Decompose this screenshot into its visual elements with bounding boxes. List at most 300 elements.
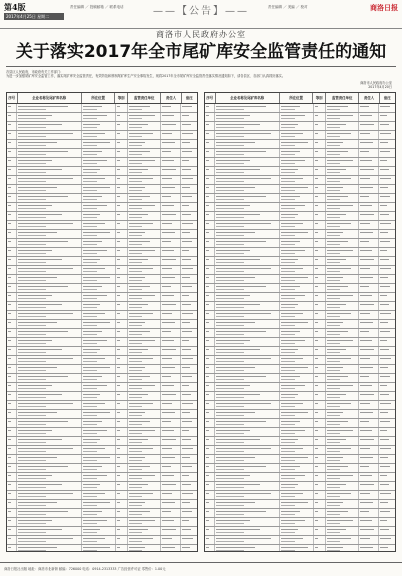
table-cell [314, 428, 326, 436]
text-placeholder [117, 349, 120, 350]
table-cell [379, 239, 395, 247]
table-cell [116, 104, 128, 112]
table-cell [326, 167, 360, 175]
table-cell [379, 374, 395, 382]
table-cell [280, 365, 314, 373]
text-placeholder [281, 397, 295, 398]
text-placeholder [83, 295, 107, 296]
table-cell [17, 257, 82, 265]
text-placeholder [162, 286, 171, 287]
text-placeholder [327, 370, 341, 371]
text-placeholder [129, 406, 143, 407]
table-cell [205, 230, 215, 238]
table-cell [82, 392, 116, 400]
table-cell [161, 482, 181, 490]
text-placeholder [216, 199, 244, 200]
text-placeholder [129, 412, 146, 413]
table-cell [7, 158, 17, 166]
table-row [7, 536, 197, 545]
table-row [7, 104, 197, 113]
text-placeholder [129, 547, 146, 548]
text-placeholder [327, 250, 354, 251]
text-placeholder [206, 115, 209, 116]
text-placeholder [18, 262, 46, 263]
table-cell [116, 545, 128, 552]
table-row [7, 518, 197, 527]
text-placeholder [129, 466, 151, 467]
table-cell [205, 392, 215, 400]
text-placeholder [206, 421, 209, 422]
text-placeholder [83, 493, 105, 494]
text-placeholder [83, 259, 100, 260]
text-placeholder [206, 214, 209, 215]
text-placeholder [216, 343, 244, 344]
text-placeholder [360, 412, 373, 413]
table-cell [181, 437, 197, 445]
divider [6, 66, 396, 67]
table-cell [181, 221, 197, 229]
text-placeholder [83, 172, 97, 173]
text-placeholder [83, 370, 97, 371]
text-placeholder [8, 286, 11, 287]
text-placeholder [327, 439, 346, 440]
table-cell [280, 500, 314, 508]
text-placeholder [162, 115, 173, 116]
text-placeholder [18, 352, 46, 353]
table-cell [205, 122, 215, 130]
table-cell [314, 239, 326, 247]
table-cell [326, 122, 360, 130]
table-cell [326, 320, 360, 328]
text-placeholder [327, 484, 346, 485]
text-placeholder [129, 289, 143, 290]
table-cell [314, 149, 326, 157]
text-placeholder [83, 106, 102, 107]
text-placeholder [281, 547, 308, 548]
text-placeholder [83, 475, 107, 476]
text-placeholder [281, 484, 298, 485]
text-placeholder [129, 397, 143, 398]
text-placeholder [380, 313, 391, 314]
table-cell [280, 320, 314, 328]
text-placeholder [360, 376, 369, 377]
table-cell [161, 491, 181, 499]
table-cell [7, 338, 17, 346]
text-placeholder [129, 514, 143, 515]
table-row [205, 311, 395, 320]
text-placeholder [327, 442, 341, 443]
text-placeholder [117, 304, 120, 305]
table-cell [181, 536, 197, 544]
table-cell [116, 383, 128, 391]
table-cell [205, 455, 215, 463]
text-placeholder [380, 466, 390, 467]
table-cell [116, 293, 128, 301]
text-placeholder [206, 394, 209, 395]
text-placeholder [8, 205, 11, 206]
table-header [205, 93, 395, 104]
text-placeholder [281, 133, 303, 134]
text-placeholder [18, 529, 62, 530]
text-placeholder [117, 160, 120, 161]
table-row [205, 455, 395, 464]
table-cell [82, 311, 116, 319]
text-placeholder [83, 457, 110, 458]
table-row [205, 293, 395, 302]
text-placeholder [18, 538, 73, 539]
text-placeholder [281, 115, 305, 116]
text-placeholder [281, 214, 298, 215]
text-placeholder [206, 358, 209, 359]
table-row [7, 401, 197, 410]
body-line: 为进一步加强尾矿库安全监管工作，落实尾矿库安全监管责任，有效防范和遏制尾矿库生产安全事故发生，现将2017年全市尾矿库安全监管责任落实情况通知如下，请各县区、各部门认真抓好落实。 [6, 74, 286, 79]
table-cell [205, 329, 215, 337]
table-row [7, 212, 197, 221]
table-cell [82, 410, 116, 418]
table-row [7, 464, 197, 473]
text-placeholder [8, 547, 11, 548]
text-placeholder [162, 376, 171, 377]
text-placeholder [281, 226, 295, 227]
text-placeholder [281, 352, 295, 353]
text-placeholder [380, 511, 390, 512]
text-placeholder [117, 124, 120, 125]
text-placeholder [83, 208, 97, 209]
table-cell [116, 491, 128, 499]
text-placeholder [18, 496, 46, 497]
text-placeholder [216, 190, 244, 191]
table-row [205, 428, 395, 437]
text-placeholder [281, 451, 295, 452]
text-placeholder [83, 286, 102, 287]
col-header: 企业名称及尾矿库名称 [18, 93, 82, 103]
table-cell [181, 212, 197, 220]
text-placeholder [129, 529, 148, 530]
table-row [205, 122, 395, 131]
table-cell [181, 284, 197, 292]
text-placeholder [18, 106, 68, 107]
table-cell [215, 536, 280, 544]
table-cell [326, 500, 360, 508]
table-cell [205, 275, 215, 283]
text-placeholder [206, 502, 209, 503]
text-placeholder [216, 460, 244, 461]
text-placeholder [182, 466, 192, 467]
table-cell [7, 167, 17, 175]
table-cell [379, 320, 395, 328]
text-placeholder [281, 151, 300, 152]
table-cell [205, 104, 215, 112]
table-cell [205, 239, 215, 247]
text-placeholder [380, 475, 387, 476]
text-placeholder [216, 340, 250, 341]
text-placeholder [206, 205, 209, 206]
text-placeholder [281, 379, 295, 380]
table-cell [379, 149, 395, 157]
text-placeholder [216, 349, 260, 350]
table-cell [82, 203, 116, 211]
text-placeholder [281, 403, 303, 404]
text-placeholder [117, 520, 120, 521]
text-placeholder [162, 367, 175, 368]
table-cell [82, 293, 116, 301]
text-placeholder [83, 439, 100, 440]
text-placeholder [380, 205, 387, 206]
table-cell [359, 455, 379, 463]
table-cell [314, 419, 326, 427]
table-cell [7, 464, 17, 472]
table-cell [359, 338, 379, 346]
text-placeholder [281, 142, 308, 143]
text-placeholder [129, 259, 148, 260]
text-placeholder [281, 187, 308, 188]
table-cell [205, 374, 215, 382]
text-placeholder [162, 448, 172, 449]
text-placeholder [315, 358, 318, 359]
table-cell [326, 194, 360, 202]
text-placeholder [216, 118, 244, 119]
text-placeholder [117, 142, 120, 143]
table-cell [116, 131, 128, 139]
text-placeholder [8, 367, 11, 368]
table-cell [181, 356, 197, 364]
text-placeholder [8, 466, 11, 467]
table-cell [314, 392, 326, 400]
table-cell [326, 203, 360, 211]
table-cell [359, 185, 379, 193]
text-placeholder [117, 196, 120, 197]
text-placeholder [83, 529, 100, 530]
table-cell [314, 131, 326, 139]
text-placeholder [83, 142, 110, 143]
text-placeholder [182, 133, 193, 134]
text-placeholder [129, 511, 151, 512]
signature-date: 2017年4月20日 [368, 85, 392, 90]
table-cell [326, 275, 360, 283]
text-placeholder [18, 349, 62, 350]
col-header: 责任人 [161, 93, 181, 103]
text-placeholder [380, 367, 388, 368]
table-cell [379, 365, 395, 373]
table-cell [215, 185, 280, 193]
text-placeholder [83, 550, 97, 551]
text-placeholder [182, 493, 193, 494]
text-placeholder [206, 538, 209, 539]
table-cell [181, 194, 197, 202]
text-placeholder [83, 271, 97, 272]
text-placeholder [18, 151, 68, 152]
table-cell [359, 401, 379, 409]
table-cell [326, 302, 360, 310]
table-cell [326, 284, 360, 292]
table-cell [7, 275, 17, 283]
col-header: 所在位置 [280, 93, 314, 103]
table-cell [379, 392, 395, 400]
text-placeholder [83, 487, 97, 488]
table-cell [116, 230, 128, 238]
text-placeholder [281, 109, 295, 110]
text-placeholder [129, 313, 153, 314]
text-placeholder [360, 286, 369, 287]
text-placeholder [182, 475, 189, 476]
table-cell [82, 365, 116, 373]
table-cell [215, 473, 280, 481]
text-placeholder [18, 160, 52, 161]
table-cell [359, 212, 379, 220]
text-placeholder [281, 385, 305, 386]
text-placeholder [206, 178, 209, 179]
text-placeholder [162, 529, 176, 530]
text-placeholder [18, 232, 57, 233]
text-placeholder [8, 187, 11, 188]
table-cell [128, 383, 162, 391]
text-placeholder [327, 367, 344, 368]
text-placeholder [216, 313, 271, 314]
text-placeholder [206, 160, 209, 161]
text-placeholder [182, 520, 189, 521]
table-cell [326, 338, 360, 346]
text-placeholder [129, 442, 143, 443]
text-placeholder [8, 160, 11, 161]
text-placeholder [83, 538, 105, 539]
table-cell [326, 329, 360, 337]
table-cell [280, 347, 314, 355]
table-cell [128, 365, 162, 373]
table-cell [379, 500, 395, 508]
text-placeholder [216, 523, 244, 524]
text-placeholder [327, 253, 341, 254]
text-placeholder [206, 286, 209, 287]
table-cell [181, 383, 197, 391]
text-placeholder [206, 151, 209, 152]
text-placeholder [216, 133, 271, 134]
table-cell [181, 185, 197, 193]
table-cell [7, 428, 17, 436]
table-cell [314, 383, 326, 391]
text-placeholder [129, 460, 143, 461]
table-cell [82, 383, 116, 391]
text-placeholder [281, 196, 300, 197]
text-placeholder [83, 361, 97, 362]
text-placeholder [281, 439, 298, 440]
text-placeholder [216, 514, 244, 515]
table-cell [7, 536, 17, 544]
table-cell [181, 401, 197, 409]
text-placeholder [18, 268, 73, 269]
table-cell [215, 410, 280, 418]
text-placeholder [360, 223, 370, 224]
table-cell [128, 446, 162, 454]
table-cell [215, 266, 280, 274]
text-placeholder [129, 241, 151, 242]
text-placeholder [162, 457, 175, 458]
text-placeholder [182, 115, 189, 116]
text-placeholder [281, 505, 295, 506]
text-placeholder [216, 469, 244, 470]
text-placeholder [315, 448, 318, 449]
table-cell [116, 329, 128, 337]
table-cell [161, 338, 181, 346]
text-placeholder [327, 169, 346, 170]
text-placeholder [83, 448, 105, 449]
text-placeholder [129, 523, 143, 524]
text-placeholder [216, 520, 250, 521]
text-placeholder [216, 334, 244, 335]
text-placeholder [162, 187, 175, 188]
table-cell [215, 428, 280, 436]
text-placeholder [380, 106, 390, 107]
text-placeholder [216, 163, 244, 164]
table-cell [379, 464, 395, 472]
table-cell [326, 536, 360, 544]
text-placeholder [380, 520, 387, 521]
table-cell [326, 545, 360, 552]
text-placeholder [380, 232, 388, 233]
table-row [7, 149, 197, 158]
table-cell [7, 131, 17, 139]
text-placeholder [162, 475, 173, 476]
table-cell [205, 482, 215, 490]
text-placeholder [129, 475, 156, 476]
text-placeholder [315, 430, 318, 431]
table-row [205, 140, 395, 149]
table-cell [314, 230, 326, 238]
table-cell [116, 257, 128, 265]
table-cell [205, 509, 215, 517]
text-placeholder [182, 367, 190, 368]
table-cell [314, 194, 326, 202]
table-cell [82, 149, 116, 157]
table-cell [359, 518, 379, 526]
text-placeholder [206, 187, 209, 188]
table-cell [314, 482, 326, 490]
text-placeholder [216, 397, 244, 398]
table-cell [7, 266, 17, 274]
text-placeholder [18, 358, 73, 359]
text-placeholder [129, 271, 143, 272]
table-cell [7, 482, 17, 490]
table-cell [314, 176, 326, 184]
text-placeholder [360, 259, 374, 260]
text-placeholder [216, 205, 250, 206]
text-placeholder [83, 196, 102, 197]
table-row [7, 365, 197, 374]
text-placeholder [83, 484, 100, 485]
table-cell [82, 464, 116, 472]
table-cell [82, 419, 116, 427]
text-placeholder [327, 397, 341, 398]
text-placeholder [327, 142, 344, 143]
table-cell [359, 284, 379, 292]
table-cell [7, 302, 17, 310]
table-row [205, 176, 395, 185]
table-cell [379, 203, 395, 211]
text-placeholder [83, 199, 97, 200]
table-row [7, 131, 197, 140]
text-placeholder [315, 412, 318, 413]
text-placeholder [162, 133, 172, 134]
text-placeholder [83, 442, 97, 443]
text-placeholder [380, 403, 391, 404]
text-placeholder [117, 106, 120, 107]
text-placeholder [8, 268, 11, 269]
text-placeholder [129, 457, 146, 458]
table-cell [128, 437, 162, 445]
table-cell [314, 158, 326, 166]
table-cell [17, 428, 82, 436]
text-placeholder [315, 322, 318, 323]
table-cell [280, 482, 314, 490]
